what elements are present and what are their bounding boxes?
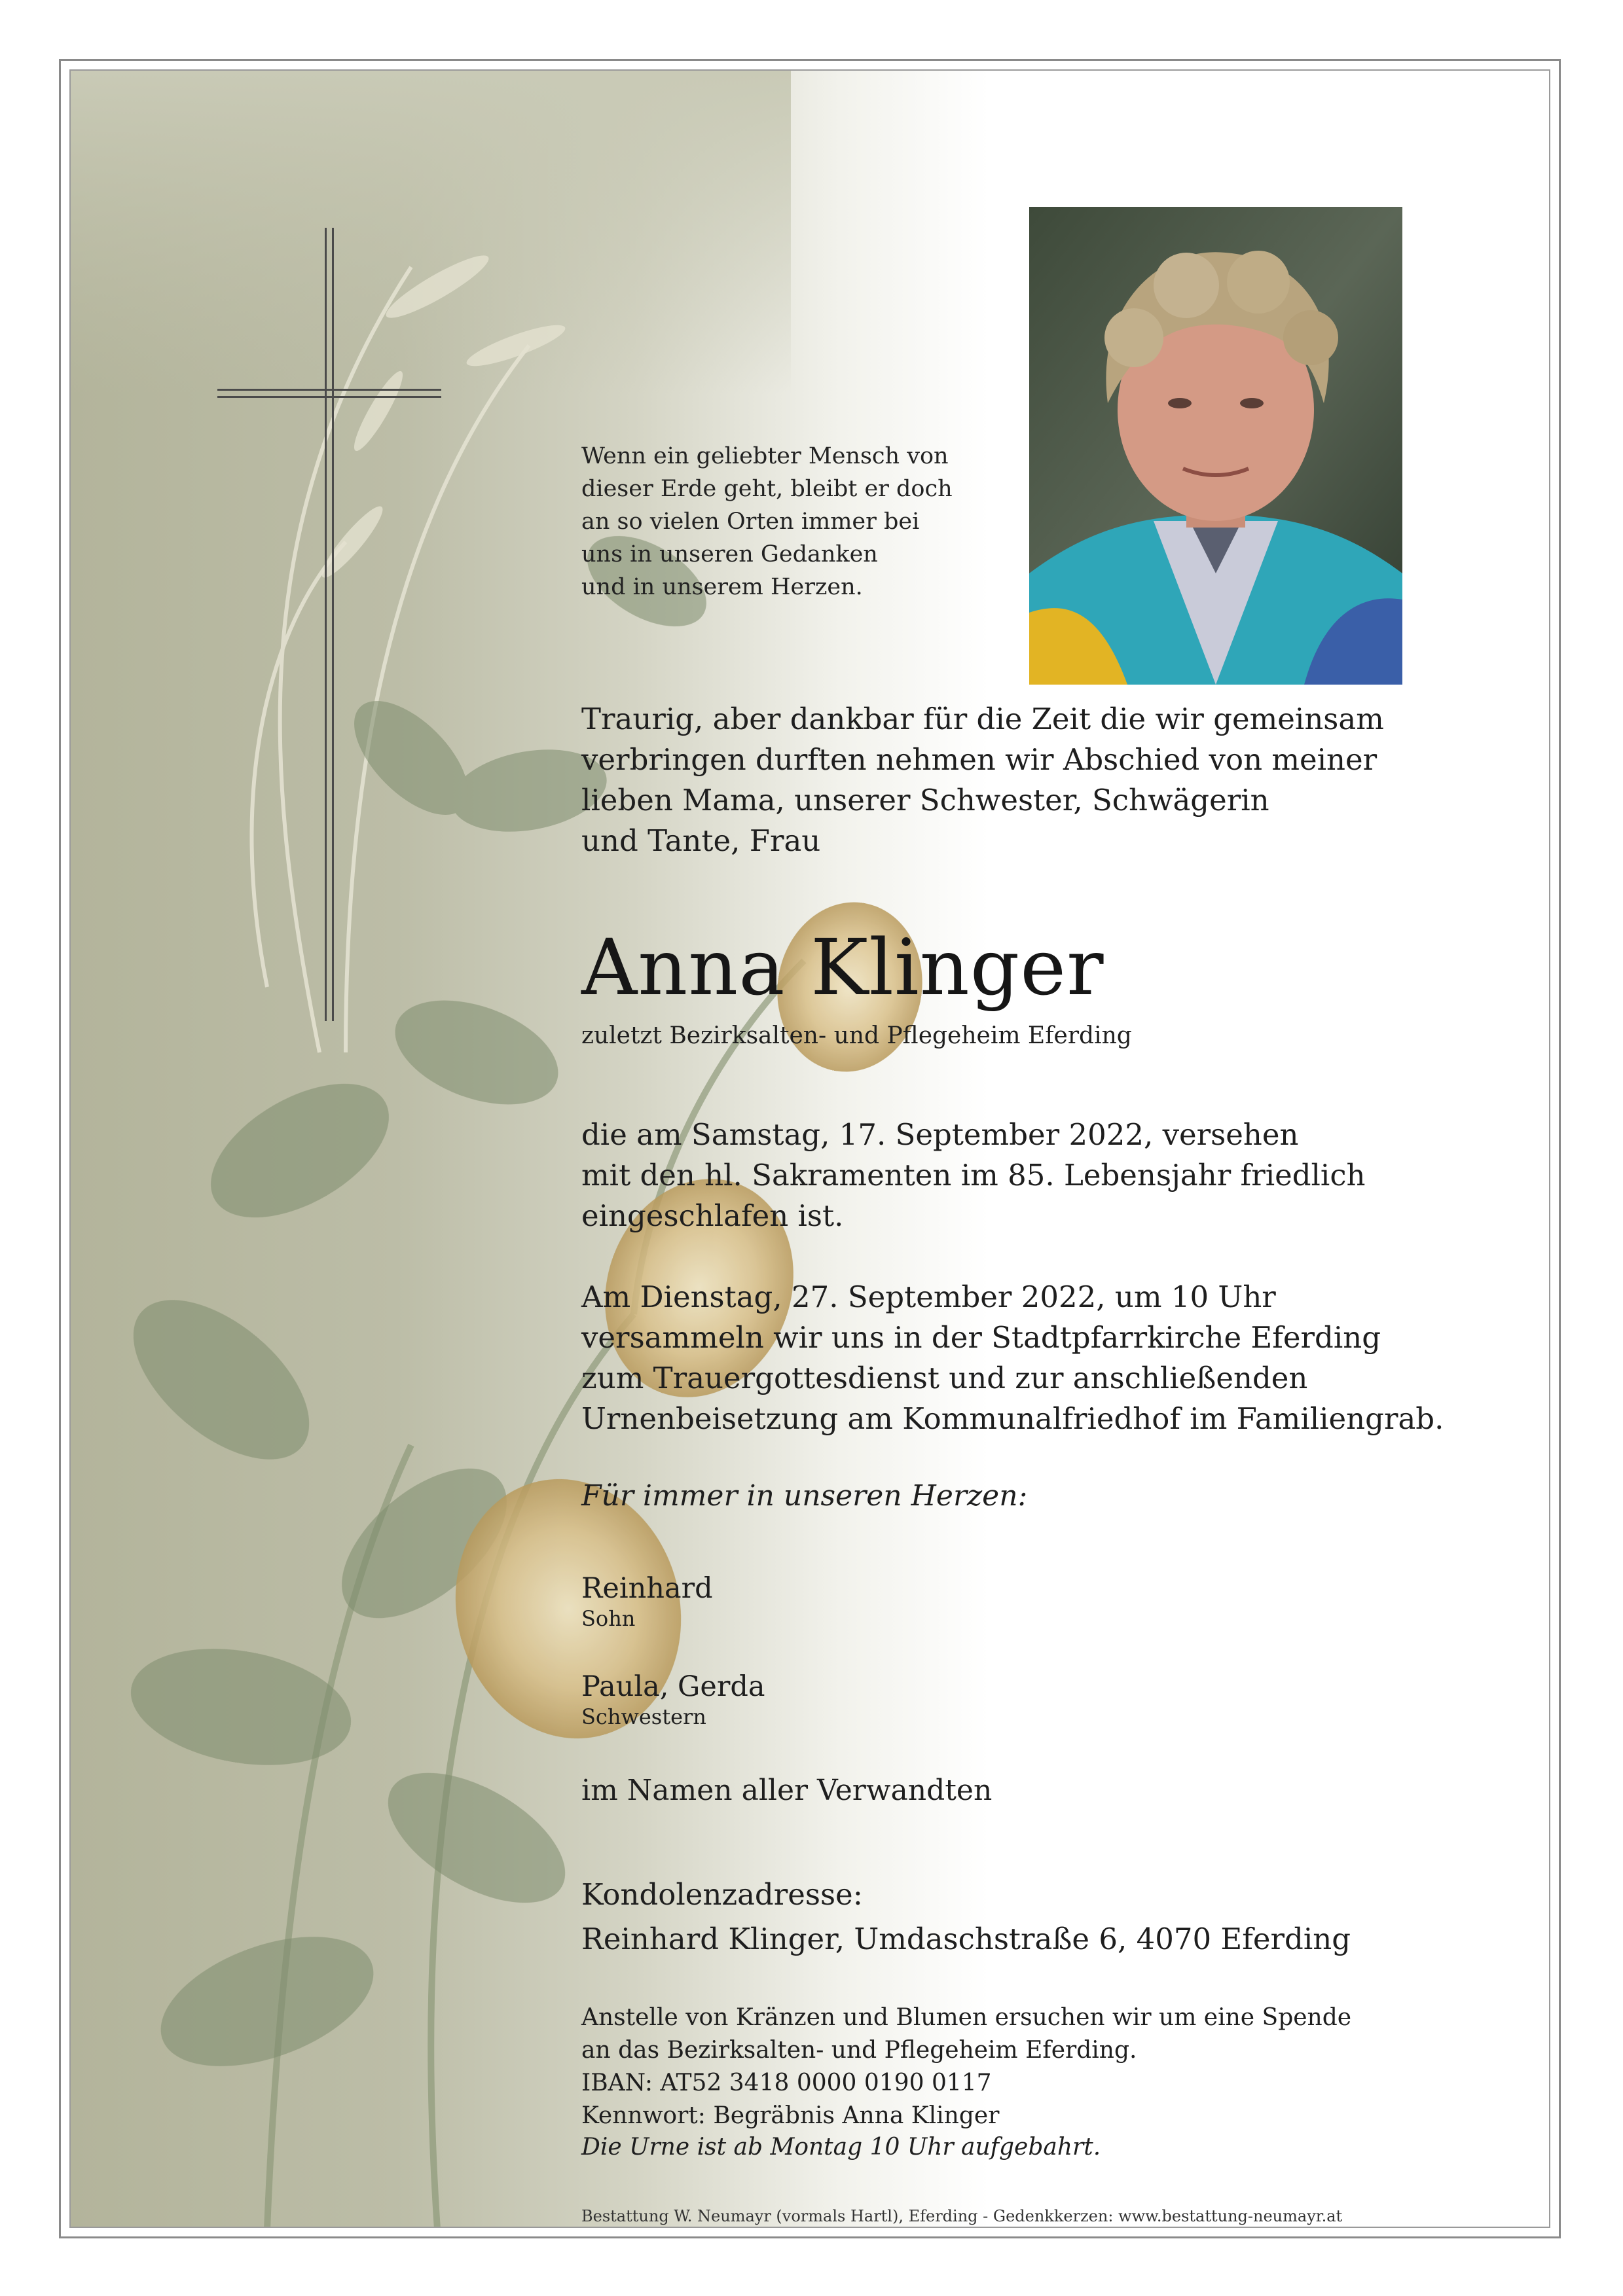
portrait-photo xyxy=(1029,207,1402,685)
memorial-quote: Wenn ein geliebter Mensch von dieser Erde geht, bleibt er doch an so vielen Orten immer bei uns in unseren Gedanken und in unserem Herzen. xyxy=(581,443,953,600)
intro-text: Traurig, aber dankbar für die Zeit die wir gemeinsam verbringen durften nehmen wir Abschied von meiner lieben Mama, unserer Schwester, Schwägerin und Tante, Frau xyxy=(581,702,1384,858)
donation-notice: Anstelle von Kränzen und Blumen ersuchen wir um eine Spende an das Bezirksalten- und Pflegeheim Eferding. IBAN: AT52 3418 0000 0190 0117 Kennwort: Begräbnis Anna Klinger xyxy=(581,2004,1352,2129)
funeral-notice: Am Dienstag, 27. September 2022, um 10 Uhr versammeln wir uns in der Stadtpfarrkirche Eferding zum Trauergottesdienst und zur anschließenden Urnenbeisetzung am Kommunalfriedhof im Familiengrab. xyxy=(581,1280,1444,1436)
mourner-name: Reinhard xyxy=(581,1572,713,1605)
deceased-residence: zuletzt Bezirksalten- und Pflegeheim Eferding xyxy=(581,1022,1132,1049)
page-frame xyxy=(69,69,1550,2228)
condolence-address: Reinhard Klinger, Umdaschstraße 6, 4070 Eferding xyxy=(581,1922,1351,1956)
urn-notice: Die Urne ist ab Montag 10 Uhr aufgebahrt. xyxy=(581,2134,1101,2161)
cross-vertical-bar xyxy=(325,228,334,1021)
death-notice: die am Samstag, 17. September 2022, versehen mit den hl. Sakramenten im 85. Lebensjahr friedlich eingeschlafen ist. xyxy=(581,1117,1366,1233)
mourner-relation: Schwestern xyxy=(581,1704,706,1729)
condolence-label: Kondolenzadresse: xyxy=(581,1877,863,1912)
funeral-home-footer: Bestattung W. Neumayr (vormals Hartl), Eferding - Gedenkkerzen: www.bestattung-neumayr.at xyxy=(581,2207,1343,2225)
mourner-relation: Sohn xyxy=(581,1606,636,1631)
relatives-line: im Namen aller Verwandten xyxy=(581,1774,993,1807)
deceased-name: Anna Klinger xyxy=(581,922,1104,1013)
memorial-motto: Für immer in unseren Herzen: xyxy=(581,1479,1028,1513)
cross-horizontal-bar xyxy=(217,389,441,398)
mourner-name: Paula, Gerda xyxy=(581,1670,765,1703)
